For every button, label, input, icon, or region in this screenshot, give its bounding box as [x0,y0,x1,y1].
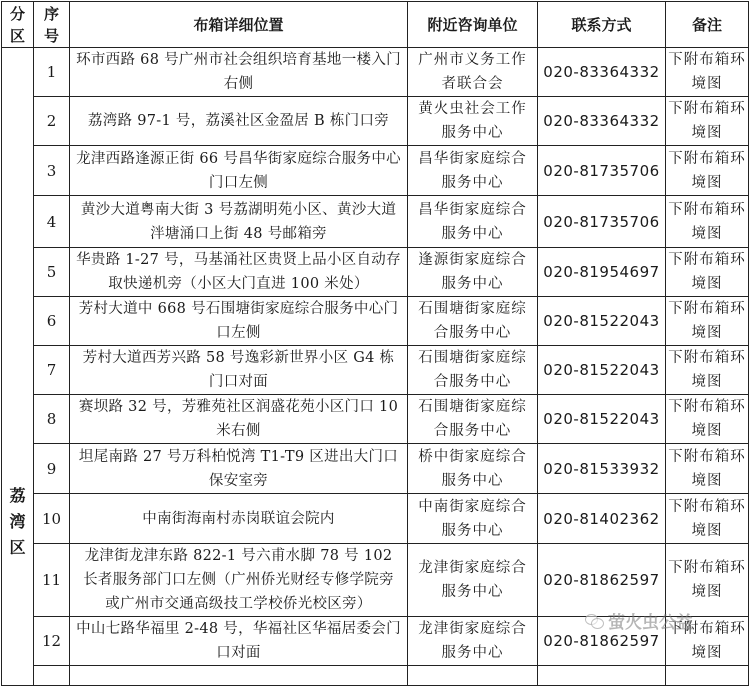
table-row [2,346,749,395]
consult-unit: 昌华街家庭综合服务中心 [408,196,538,248]
contact-phone: 020-81862597 [538,544,666,617]
box-location: 中南街海南村赤岗联谊会院内 [70,494,408,544]
consult-unit: 石围塘街家庭综合服务中心 [408,297,538,346]
row-index: 1 [34,48,70,97]
consult-unit: 昌华街家庭综合服务中心 [408,146,538,196]
contact-phone: 020-81522043 [538,346,666,395]
contact-phone: 020-83364332 [538,97,666,146]
header-contact: 联系方式 [538,2,666,48]
consult-unit: 广州市义务工作者联合会 [408,48,538,97]
box-location: 龙津西路逢源正街 66 号昌华街家庭综合服务中心门口左侧 [70,146,408,196]
row-index: 6 [34,297,70,346]
remark: 下附布箱环境图 [666,395,749,444]
remark: 下附布箱环境图 [666,544,749,617]
header-index: 序 号 [34,2,70,48]
row-index: 2 [34,97,70,146]
row-index: 11 [34,544,70,617]
consult-unit: 龙津街家庭综合服务中心 [408,544,538,617]
row-index: 7 [34,346,70,395]
district-cell [2,48,34,686]
row-index: 3 [34,146,70,196]
donation-box-table [1,1,749,686]
box-location: 赛坝路 32 号，芳雅苑社区润盛花苑小区门口 10 米右侧 [70,395,408,444]
box-location: 环市西路 68 号广州市社会组织培育基地一楼入门右侧 [70,48,408,97]
remark: 下附布箱环境图 [666,248,749,297]
row-index: 10 [34,494,70,544]
box-location: 荔湾路 97-1 号，荔溪社区金盈居 B 栋门口旁 [70,97,408,146]
remark: 下附布箱环境图 [666,48,749,97]
table-row [2,395,749,444]
contact-phone: 020-81402362 [538,494,666,544]
table-row [2,297,749,346]
table-row [2,97,749,146]
consult-unit: 桥中街家庭综合服务中心 [408,444,538,494]
table-header-row [2,2,749,48]
table-row [2,544,749,617]
header-district: 分 区 [2,2,34,48]
header-consult-unit: 附近咨询单位 [408,2,538,48]
row-index: 5 [34,248,70,297]
watermark-text: 萤火虫公益 [608,613,693,633]
box-location: 芳村大道西芳兴路 58 号逸彩新世界小区 G4 栋门口对面 [70,346,408,395]
table-row [2,617,749,666]
district-label: 荔 湾 区 [9,486,26,557]
contact-phone: 020-81533932 [538,444,666,494]
table-row [2,48,749,97]
box-location: 龙津街龙津东路 822-1 号六甫水脚 78 号 102 长者服务部门口左侧（广州侨光财经专修学院旁或广州市交通高级技工学校侨光校区旁） [70,544,408,617]
row-index: 8 [34,395,70,444]
box-location: 黄沙大道粤南大街 3 号荔湖明苑小区、黄沙大道泮塘涌口上街 48 号邮箱旁 [70,196,408,248]
remark: 下附布箱环境图 [666,146,749,196]
consult-unit: 石围塘街家庭综合服务中心 [408,395,538,444]
table-row [2,146,749,196]
row-index: 12 [34,617,70,666]
box-location: 坦尾南路 27 号万科柏悦湾 T1-T9 区进出大门口保安室旁 [70,444,408,494]
contact-phone: 020-81862597 [538,617,666,666]
box-location: 华贵路 1-27 号，马基涌社区贵贤上品小区自动存取快递机旁（小区大门直进 100 米处） [70,248,408,297]
contact-phone: 020-81954697 [538,248,666,297]
consult-unit: 石围塘街家庭综合服务中心 [408,346,538,395]
contact-phone: 020-81522043 [538,395,666,444]
remark: 下附布箱环境图 [666,196,749,248]
contact-phone: 020-81735706 [538,196,666,248]
table-row [2,248,749,297]
box-location: 中山七路华福里 2-48 号，华福社区华福居委会门口对面 [70,617,408,666]
remark: 下附布箱环境图 [666,494,749,544]
consult-unit: 中南街家庭综合服务中心 [408,494,538,544]
remark: 下附布箱环境图 [666,97,749,146]
header-remark: 备注 [666,2,749,48]
table-row [2,196,749,248]
consult-unit: 逢源街家庭综合服务中心 [408,248,538,297]
table-row-partial [2,666,749,686]
consult-unit: 龙津街家庭综合服务中心 [408,617,538,666]
table-row [2,444,749,494]
remark: 下附布箱环境图 [666,346,749,395]
remark: 下附布箱环境图 [666,444,749,494]
consult-unit: 黄火虫社会工作服务中心 [408,97,538,146]
row-index: 4 [34,196,70,248]
box-location: 芳村大道中 668 号石围塘街家庭综合服务中心门口左侧 [70,297,408,346]
contact-phone: 020-81735706 [538,146,666,196]
contact-phone: 020-81522043 [538,297,666,346]
table-row [2,494,749,544]
remark: 下附布箱环境图 [666,617,749,666]
contact-phone: 020-83364332 [538,48,666,97]
row-index: 9 [34,444,70,494]
header-location: 布箱详细位置 [70,2,408,48]
remark: 下附布箱环境图 [666,297,749,346]
